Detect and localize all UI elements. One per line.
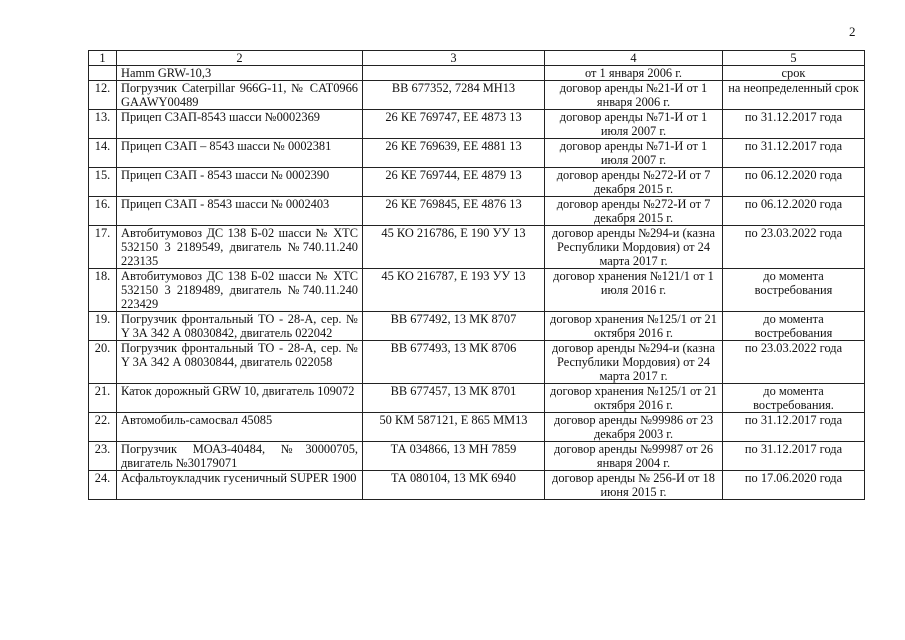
registration-number: 26 КЕ 769747, ЕЕ 4873 13	[363, 110, 545, 139]
row-number: 13.	[89, 110, 117, 139]
row-number: 24.	[89, 471, 117, 500]
equipment-name: Асфальтоукладчик гусеничный SUPER 1900	[117, 471, 363, 500]
column-header: 2	[117, 51, 363, 66]
table-row	[89, 110, 865, 139]
table-row	[89, 471, 865, 500]
equipment-name: Прицеп СЗАП – 8543 шасси № 0002381	[117, 139, 363, 168]
registration-number: 26 КЕ 769744, ЕЕ 4879 13	[363, 168, 545, 197]
contract-document: договор хранения №121/1 от 1 июля 2016 г.	[545, 269, 723, 312]
contract-term: срок	[723, 66, 865, 81]
page-number: 2	[849, 24, 856, 39]
contract-document: договор аренды №272-И от 7 декабря 2015 г.	[545, 168, 723, 197]
registration-number	[363, 66, 545, 81]
table-row	[89, 66, 865, 81]
registration-number: ТА 034866, 13 МН 7859	[363, 442, 545, 471]
table-header-row	[89, 51, 865, 66]
equipment-table	[88, 50, 865, 500]
contract-document: от 1 января 2006 г.	[545, 66, 723, 81]
equipment-name: Hamm GRW-10,3	[117, 66, 363, 81]
registration-number: ВВ 677492, 13 МК 8707	[363, 312, 545, 341]
equipment-name: Погрузчик Caterpillar 966G-11, № CAT0966 GAAWY00489	[117, 81, 363, 110]
contract-term: до момента востребования	[723, 269, 865, 312]
registration-number: ВВ 677457, 13 МК 8701	[363, 384, 545, 413]
equipment-name: Автобитумовоз ДС 138 Б-02 шасси № ХТС 532150 3 2189489, двигатель №740.11.240 223429	[117, 269, 363, 312]
equipment-name: Каток дорожный GRW 10, двигатель 109072	[117, 384, 363, 413]
contract-document: договор хранения №125/1 от 21 октября 2016 г.	[545, 312, 723, 341]
equipment-name: Прицеп СЗАП - 8543 шасси № 0002403	[117, 197, 363, 226]
row-number	[89, 66, 117, 81]
equipment-name: Погрузчик МОАЗ-40484, №30000705, двигатель №30179071	[117, 442, 363, 471]
registration-number: 26 КЕ 769845, ЕЕ 4876 13	[363, 197, 545, 226]
contract-document: договор аренды № 256-И от 18 июня 2015 г.	[545, 471, 723, 500]
contract-term: по 06.12.2020 года	[723, 197, 865, 226]
contract-document: договор аренды №71-И от 1 июля 2007 г.	[545, 110, 723, 139]
contract-term: до момента востребования.	[723, 384, 865, 413]
table-row	[89, 269, 865, 312]
contract-term: по 31.12.2017 года	[723, 110, 865, 139]
contract-document: договор аренды №21-И от 1 января 2006 г.	[545, 81, 723, 110]
row-number: 21.	[89, 384, 117, 413]
table-row	[89, 168, 865, 197]
table-row	[89, 341, 865, 384]
contract-term: по 23.03.2022 года	[723, 341, 865, 384]
contract-term: до момента востребования	[723, 312, 865, 341]
contract-document: договор аренды №99986 от 23 декабря 2003 г.	[545, 413, 723, 442]
table-row	[89, 384, 865, 413]
row-number: 15.	[89, 168, 117, 197]
contract-term: по 31.12.2017 года	[723, 139, 865, 168]
column-header: 4	[545, 51, 723, 66]
row-number: 18.	[89, 269, 117, 312]
row-number: 12.	[89, 81, 117, 110]
contract-term: на неопределенный срок	[723, 81, 865, 110]
contract-document: договор хранения №125/1 от 21 октября 2016 г.	[545, 384, 723, 413]
table-row	[89, 442, 865, 471]
contract-term: по 31.12.2017 года	[723, 442, 865, 471]
contract-document: договор аренды №272-И от 7 декабря 2015 г.	[545, 197, 723, 226]
contract-term: по 23.03.2022 года	[723, 226, 865, 269]
equipment-name: Автобитумовоз ДС 138 Б-02 шасси № ХТС 532150 3 2189549, двигатель №740.11.240 223135	[117, 226, 363, 269]
table-row	[89, 139, 865, 168]
table-row	[89, 197, 865, 226]
registration-number: 50 КМ 587121, Е 865 ММ13	[363, 413, 545, 442]
contract-document: договор аренды №294-и (казна Республики Мордовия) от 24 марта 2017 г.	[545, 226, 723, 269]
registration-number: ВВ 677493, 13 МК 8706	[363, 341, 545, 384]
column-header: 3	[363, 51, 545, 66]
registration-number: ВВ 677352, 7284 МН13	[363, 81, 545, 110]
registration-number: 45 КО 216787, Е 193 УУ 13	[363, 269, 545, 312]
equipment-name: Автомобиль-самосвал 45085	[117, 413, 363, 442]
row-number: 20.	[89, 341, 117, 384]
equipment-name: Погрузчик фронтальный ТО - 28-А, сер. № Y 3А 342 А 08030844, двигатель 022058	[117, 341, 363, 384]
contract-document: договор аренды №294-и (казна Республики Мордовия) от 24 марта 2017 г.	[545, 341, 723, 384]
column-header: 1	[89, 51, 117, 66]
registration-number: 45 КО 216786, Е 190 УУ 13	[363, 226, 545, 269]
contract-term: по 06.12.2020 года	[723, 168, 865, 197]
contract-term: по 17.06.2020 года	[723, 471, 865, 500]
row-number: 19.	[89, 312, 117, 341]
table-row	[89, 413, 865, 442]
registration-number: 26 КЕ 769639, ЕЕ 4881 13	[363, 139, 545, 168]
equipment-name: Прицеп СЗАП - 8543 шасси № 0002390	[117, 168, 363, 197]
table-row	[89, 81, 865, 110]
contract-document: договор аренды №99987 от 26 января 2004 г.	[545, 442, 723, 471]
row-number: 14.	[89, 139, 117, 168]
row-number: 17.	[89, 226, 117, 269]
row-number: 23.	[89, 442, 117, 471]
registration-number: ТА 080104, 13 МК 6940	[363, 471, 545, 500]
contract-document: договор аренды №71-И от 1 июля 2007 г.	[545, 139, 723, 168]
table-row	[89, 312, 865, 341]
row-number: 22.	[89, 413, 117, 442]
row-number: 16.	[89, 197, 117, 226]
table-row	[89, 226, 865, 269]
equipment-name: Погрузчик фронтальный ТО - 28-А, сер. № Y 3А 342 А 08030842, двигатель 022042	[117, 312, 363, 341]
column-header: 5	[723, 51, 865, 66]
contract-term: по 31.12.2017 года	[723, 413, 865, 442]
equipment-name: Прицеп СЗАП-8543 шасси №0002369	[117, 110, 363, 139]
